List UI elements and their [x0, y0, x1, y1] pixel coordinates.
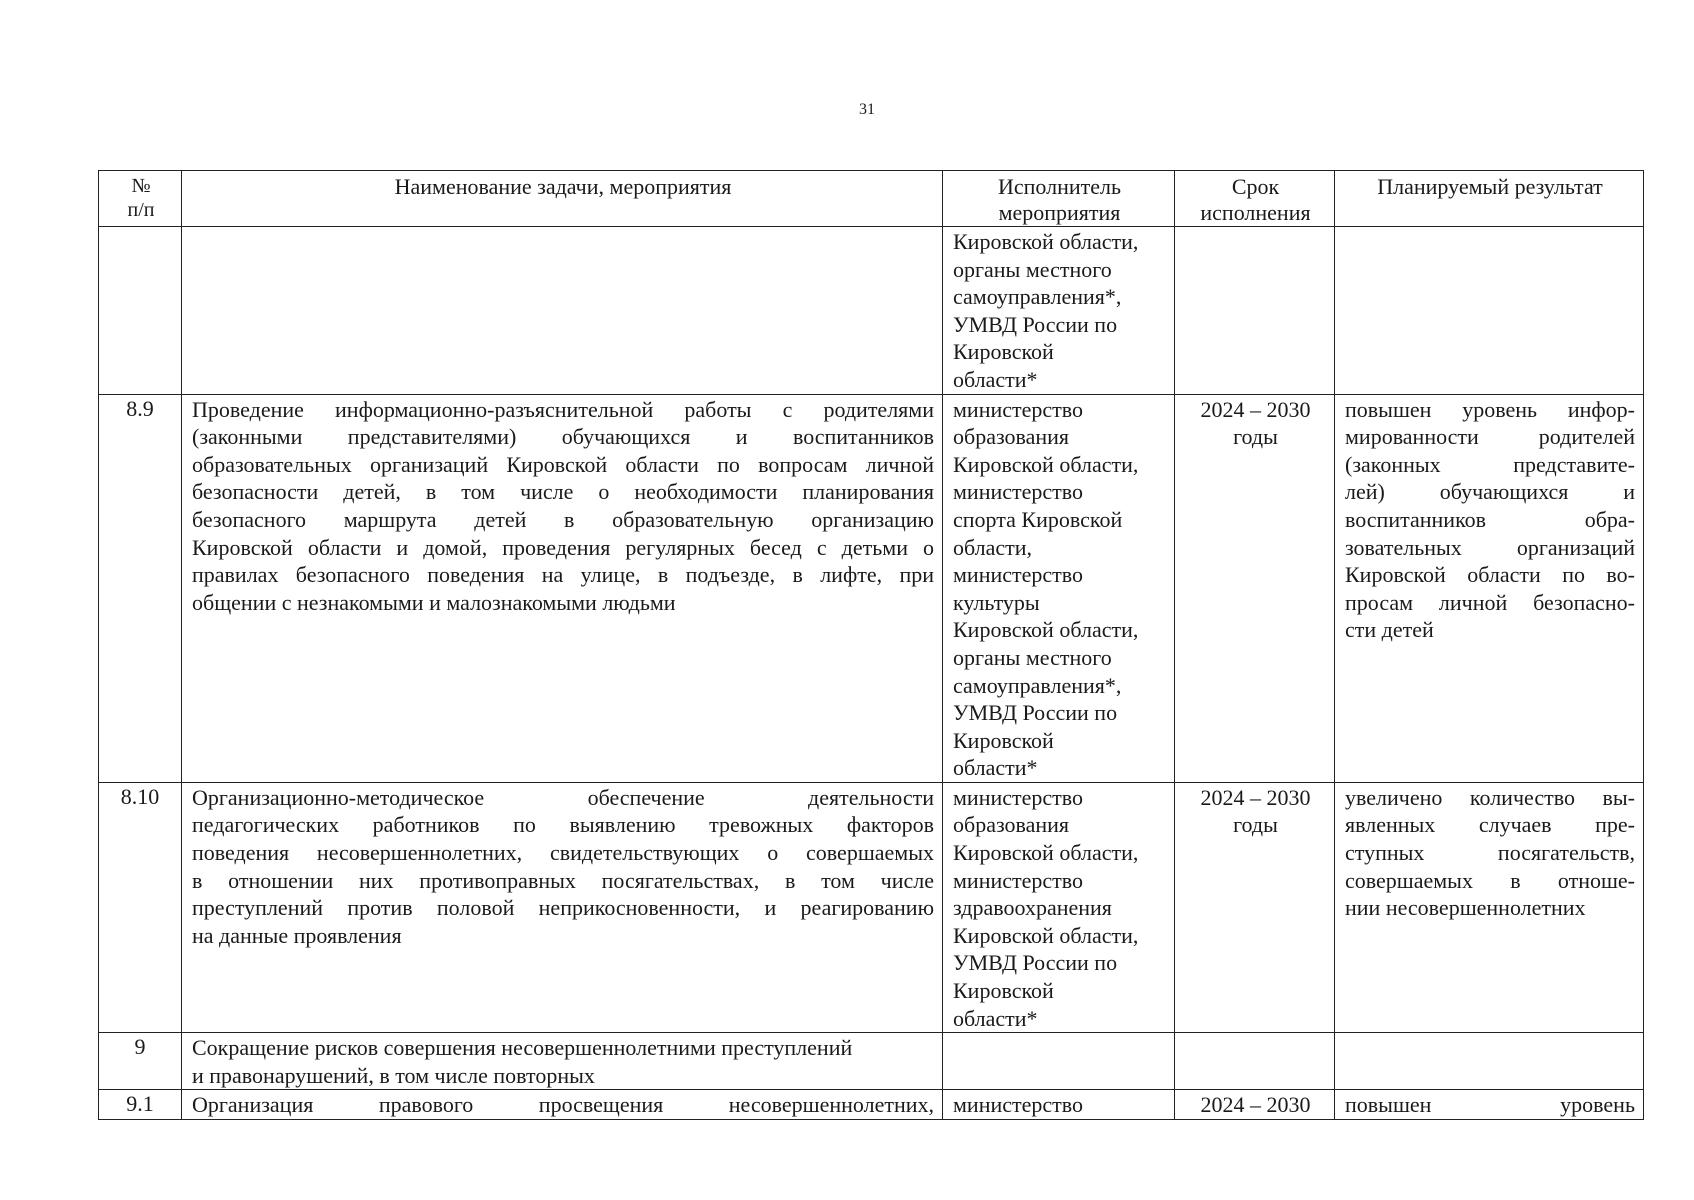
- task-cell: [182, 782, 943, 1032]
- task-cell-line: и правонарушений, в том числе повторных: [192, 1062, 595, 1088]
- term-cell-line: 2024 – 2030: [1200, 784, 1311, 810]
- task-cell: [182, 1090, 943, 1120]
- table-row: [99, 394, 1644, 782]
- executor-cell-line: спорта Кировской: [953, 506, 1123, 532]
- result-cell-line: нии несовершеннолетних: [1345, 895, 1586, 921]
- executor-cell-line: УМВД России по: [953, 950, 1118, 976]
- executor-cell-line: министерство: [953, 479, 1084, 505]
- result-cell-line: просам личной безопасно-: [1345, 589, 1635, 615]
- task-cell-line: поведения несовершеннолетних, свидетельствующих о совершаемых: [192, 840, 934, 866]
- header-executor-line: мероприятия: [998, 200, 1121, 225]
- header-task: Наименование задачи, мероприятия: [182, 171, 943, 227]
- table-row: [99, 782, 1644, 1032]
- task-cell-line: на данные проявления: [192, 922, 402, 948]
- executor-cell-line: министерство: [953, 867, 1084, 893]
- term-cell: [1175, 1033, 1335, 1090]
- row-number: 9: [99, 1033, 182, 1090]
- table-row: [99, 227, 1644, 395]
- table-header-row: [99, 171, 1644, 227]
- header-num-line: №: [131, 175, 151, 197]
- executor-cell-line: области*: [953, 366, 1038, 392]
- term-cell-line: 2024 – 2030: [1200, 396, 1311, 422]
- executor-cell-line: Кировской: [953, 727, 1054, 753]
- task-cell-line: педагогических работников по выявлению тревожных факторов: [192, 812, 934, 838]
- header-num: [99, 171, 182, 227]
- task-cell-line: Проведение информационно-разъяснительной работы с родителями: [192, 396, 934, 422]
- executor-cell-line: области*: [953, 1005, 1038, 1031]
- header-term-line: Срок: [1231, 174, 1280, 199]
- executor-cell-line: министерство: [953, 1092, 1084, 1118]
- task-cell: [182, 394, 943, 782]
- task-cell-line: преступлений против половой неприкосновенности, и реагированию: [192, 895, 934, 921]
- executor-cell-line: органы местного: [953, 644, 1112, 670]
- result-cell-line: совершаемых в отноше-: [1345, 867, 1635, 893]
- result-cell-line: увеличено количество вы-: [1345, 784, 1635, 810]
- table-row: [99, 1033, 1644, 1090]
- task-cell-line: Организационно-методическое обеспечение деятельности: [192, 784, 934, 810]
- task-cell-line: в отношении них противоправных посягательствах, в том числе: [192, 867, 934, 893]
- executor-cell-line: министерство: [953, 562, 1084, 588]
- executor-cell-line: УМВД России по: [953, 311, 1118, 337]
- executor-cell-line: Кировской: [953, 978, 1054, 1004]
- executor-cell-line: министерство: [953, 396, 1084, 422]
- result-cell: [1335, 1090, 1644, 1120]
- term-cell: [1175, 227, 1335, 395]
- result-cell-line: мированности родителей: [1345, 424, 1635, 450]
- task-cell-line: безопасности детей, в том числе о необходимости планирования: [192, 479, 934, 505]
- executor-cell-line: образования: [953, 812, 1070, 838]
- result-cell-line: (законных представите-: [1345, 451, 1635, 477]
- header-result: Планируемый результат: [1335, 171, 1644, 227]
- task-cell: [182, 1033, 943, 1090]
- result-cell-line: лей) обучающихся и: [1345, 479, 1635, 505]
- row-number: 8.9: [99, 394, 182, 782]
- term-cell-line: годы: [1233, 812, 1278, 838]
- header-num-line: п/п: [127, 199, 155, 221]
- result-cell-line: ступных посягательств,: [1345, 840, 1635, 866]
- task-cell-line: правилах безопасного поведения на улице, в подъезде, в лифте, при: [192, 562, 934, 588]
- term-cell: [1175, 394, 1335, 782]
- task-cell-line: (законными представителями) обучающихся и воспитанников: [192, 424, 934, 450]
- executor-cell-line: здравоохранения: [953, 895, 1112, 921]
- term-cell: [1175, 782, 1335, 1032]
- header-term: [1175, 171, 1335, 227]
- task-cell-line: Кировской области и домой, проведения регулярных бесед с детьми о: [192, 534, 934, 560]
- executor-cell-line: УМВД России по: [953, 700, 1118, 726]
- result-cell-line: зовательных организаций: [1345, 534, 1635, 560]
- task-cell-line: Организация правового просвещения несовершеннолетних,: [192, 1092, 934, 1118]
- executor-cell-line: министерство: [953, 784, 1084, 810]
- executor-cell: [943, 1090, 1175, 1120]
- executor-cell-line: Кировской области,: [953, 617, 1139, 643]
- term-cell-line: 2024 – 2030: [1200, 1092, 1311, 1118]
- executor-cell-line: области*: [953, 755, 1038, 781]
- term-cell-line: годы: [1233, 424, 1278, 450]
- table-row: [99, 1090, 1644, 1120]
- page-number: 31: [859, 101, 875, 118]
- executor-cell-line: области,: [953, 534, 1033, 560]
- executor-cell: [943, 782, 1175, 1032]
- header-term-line: исполнения: [1200, 200, 1311, 225]
- result-cell: [1335, 227, 1644, 395]
- row-number: 9.1: [99, 1090, 182, 1120]
- task-cell: [182, 227, 943, 395]
- executor-cell-line: самоуправления*,: [953, 284, 1122, 310]
- executor-cell-line: органы местного: [953, 256, 1112, 282]
- task-cell-line: Сокращение рисков совершения несовершеннолетними преступлений: [192, 1035, 853, 1061]
- executor-cell-line: Кировской области,: [953, 229, 1139, 254]
- header-executor-line: Исполнитель: [997, 174, 1122, 199]
- result-cell-line: воспитанников обра-: [1345, 506, 1635, 532]
- term-cell: [1175, 1090, 1335, 1120]
- result-cell-line: сти детей: [1345, 617, 1434, 643]
- result-cell-line: явленных случаев пре-: [1345, 812, 1635, 838]
- result-cell-line: Кировской области по во-: [1345, 562, 1635, 588]
- row-number: 8.10: [99, 782, 182, 1032]
- executor-cell-line: Кировской: [953, 339, 1054, 365]
- row-number: [99, 227, 182, 395]
- executor-cell: [943, 1033, 1175, 1090]
- executor-cell-line: Кировской области,: [953, 451, 1139, 477]
- measures-table: [98, 170, 1644, 1120]
- executor-cell-line: образования: [953, 424, 1070, 450]
- header-executor: [943, 171, 1175, 227]
- task-cell-line: общении с незнакомыми и малознакомыми людьми: [192, 589, 676, 615]
- task-cell-line: образовательных организаций Кировской области по вопросам личной: [192, 451, 934, 477]
- result-cell-line: повышен уровень инфор-: [1345, 396, 1635, 422]
- executor-cell-line: культуры: [953, 589, 1040, 615]
- result-cell: [1335, 394, 1644, 782]
- result-cell: [1335, 782, 1644, 1032]
- executor-cell-line: Кировской области,: [953, 840, 1139, 866]
- task-cell-line: безопасного маршрута детей в образовательную организацию: [192, 506, 934, 532]
- result-cell: [1335, 1033, 1644, 1090]
- result-cell-line: повышен уровень: [1345, 1092, 1635, 1118]
- executor-cell: [943, 394, 1175, 782]
- executor-cell-line: самоуправления*,: [953, 672, 1122, 698]
- executor-cell: [943, 227, 1175, 395]
- executor-cell-line: Кировской области,: [953, 922, 1139, 948]
